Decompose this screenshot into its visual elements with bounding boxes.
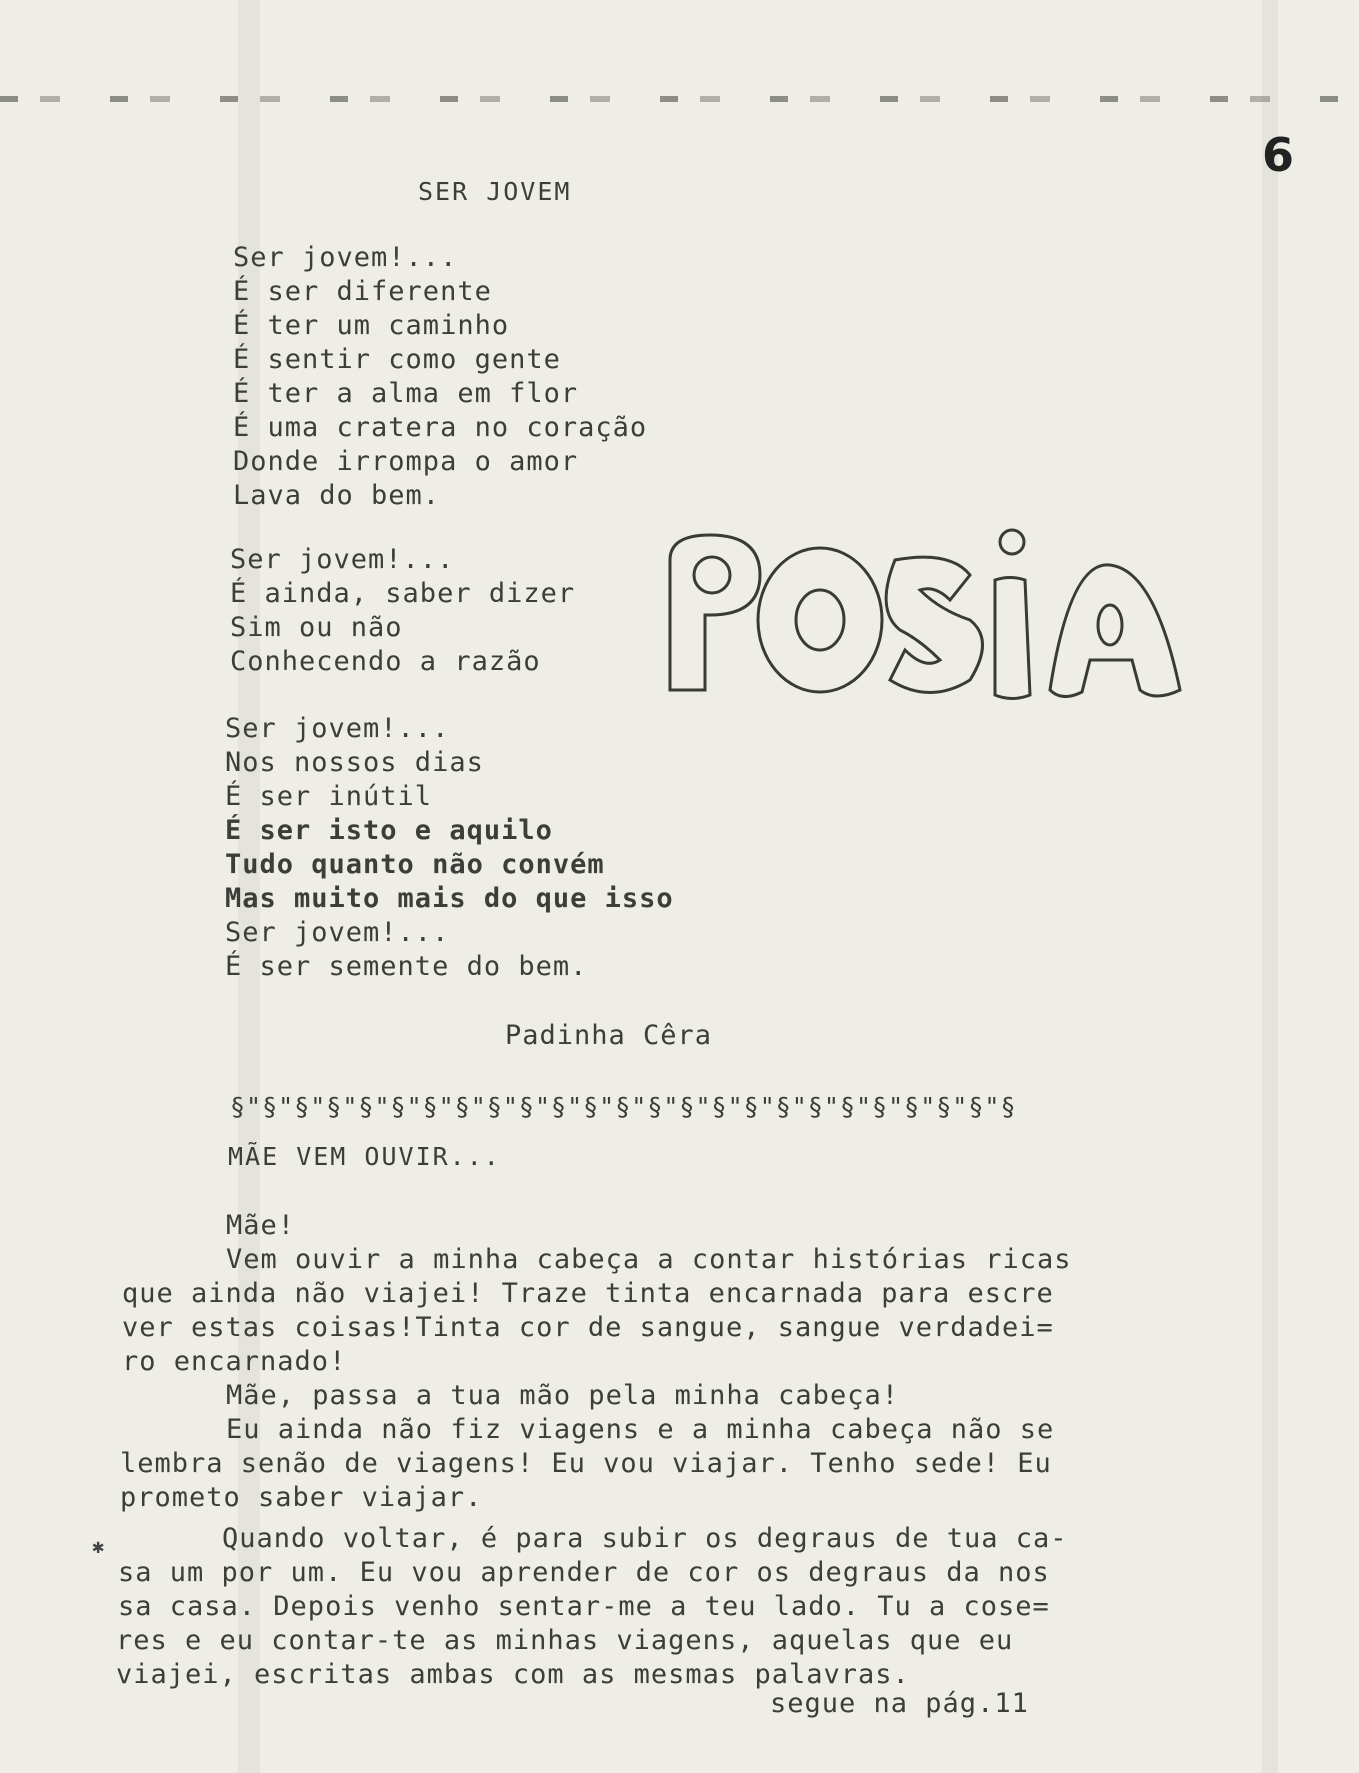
poesia-logo-drawing (650, 520, 1190, 720)
prose-line: sa casa. Depois venho sentar-me a teu lado. Tu a cose= (118, 1591, 1050, 1622)
poem-line: É uma cratera no coração (233, 412, 648, 443)
poem-line: É ainda, saber dizer (230, 578, 576, 609)
poem-author: Padinha Cêra (505, 1020, 713, 1051)
page-number: 6 (1262, 128, 1295, 182)
prose-line: ver estas coisas!Tinta cor de sangue, sangue verdadei= (122, 1312, 1054, 1343)
header-rule (0, 96, 1359, 102)
poem-line: É ter um caminho (233, 310, 510, 341)
poem-line: É ser semente do bem. (225, 951, 588, 982)
margin-mark: ✱ (92, 1534, 105, 1558)
poem-title: SER JOVEM (418, 177, 572, 206)
prose-line: lembra senão de viagens! Eu vou viajar. Tenho sede! Eu (120, 1448, 1052, 1479)
poem-line: É sentir como gente (233, 344, 561, 375)
poem-line: Sim ou não (230, 612, 403, 643)
poem-line: Nos nossos dias (225, 747, 484, 778)
prose-line: Mãe, passa a tua mão pela minha cabeça! (226, 1380, 899, 1411)
poem-line: Conhecendo a razão (230, 646, 541, 677)
show-through-background (0, 110, 53, 248)
continued-note: segue na pág.11 (770, 1688, 1029, 1719)
prose-line: que ainda não viajei! Traze tinta encarnada para escre (122, 1278, 1054, 1309)
poem-line: Tudo quanto não convém (225, 849, 605, 880)
prose-line: viajei, escritas ambas com as mesmas palavras. (116, 1659, 910, 1690)
prose-line: Quando voltar, é para subir os degraus de tua ca- (222, 1523, 1068, 1554)
poem-line: Ser jovem!... (230, 544, 455, 575)
poem-line: É ser inútil (225, 781, 433, 812)
section-separator: §"§"§"§"§"§"§"§"§"§"§"§"§"§"§"§"§"§"§"§"§"§"§"§"§ (230, 1092, 1017, 1121)
poesia-logo (650, 520, 1190, 720)
poem-line: Ser jovem!... (225, 713, 450, 744)
prose-line: Mãe! (226, 1210, 296, 1241)
prose-title: MÃE VEM OUVIR... (228, 1142, 501, 1171)
poem-line: Lava do bem. (233, 480, 441, 511)
poem-line: Ser jovem!... (233, 242, 458, 273)
prose-line: ro encarnado! (122, 1346, 347, 1377)
poem-line: Mas muito mais do que isso (225, 883, 674, 914)
prose-line: res e eu contar-te as minhas viagens, aquelas que eu (116, 1625, 1014, 1656)
prose-line: Vem ouvir a minha cabeça a contar histórias ricas (226, 1244, 1072, 1275)
poem-line: Ser jovem!... (225, 917, 450, 948)
poem-line: Donde irrompa o amor (233, 446, 579, 477)
poem-line: É ter a alma em flor (233, 378, 579, 409)
scan-stripe (1262, 0, 1278, 1773)
poem-line: É ser diferente (233, 276, 492, 307)
prose-line: prometo saber viajar. (120, 1482, 483, 1513)
prose-line: sa um por um. Eu vou aprender de cor os degraus da nos (118, 1557, 1050, 1588)
poem-line: É ser isto e aquilo (225, 815, 553, 846)
prose-line: Eu ainda não fiz viagens e a minha cabeça não se (226, 1414, 1055, 1445)
